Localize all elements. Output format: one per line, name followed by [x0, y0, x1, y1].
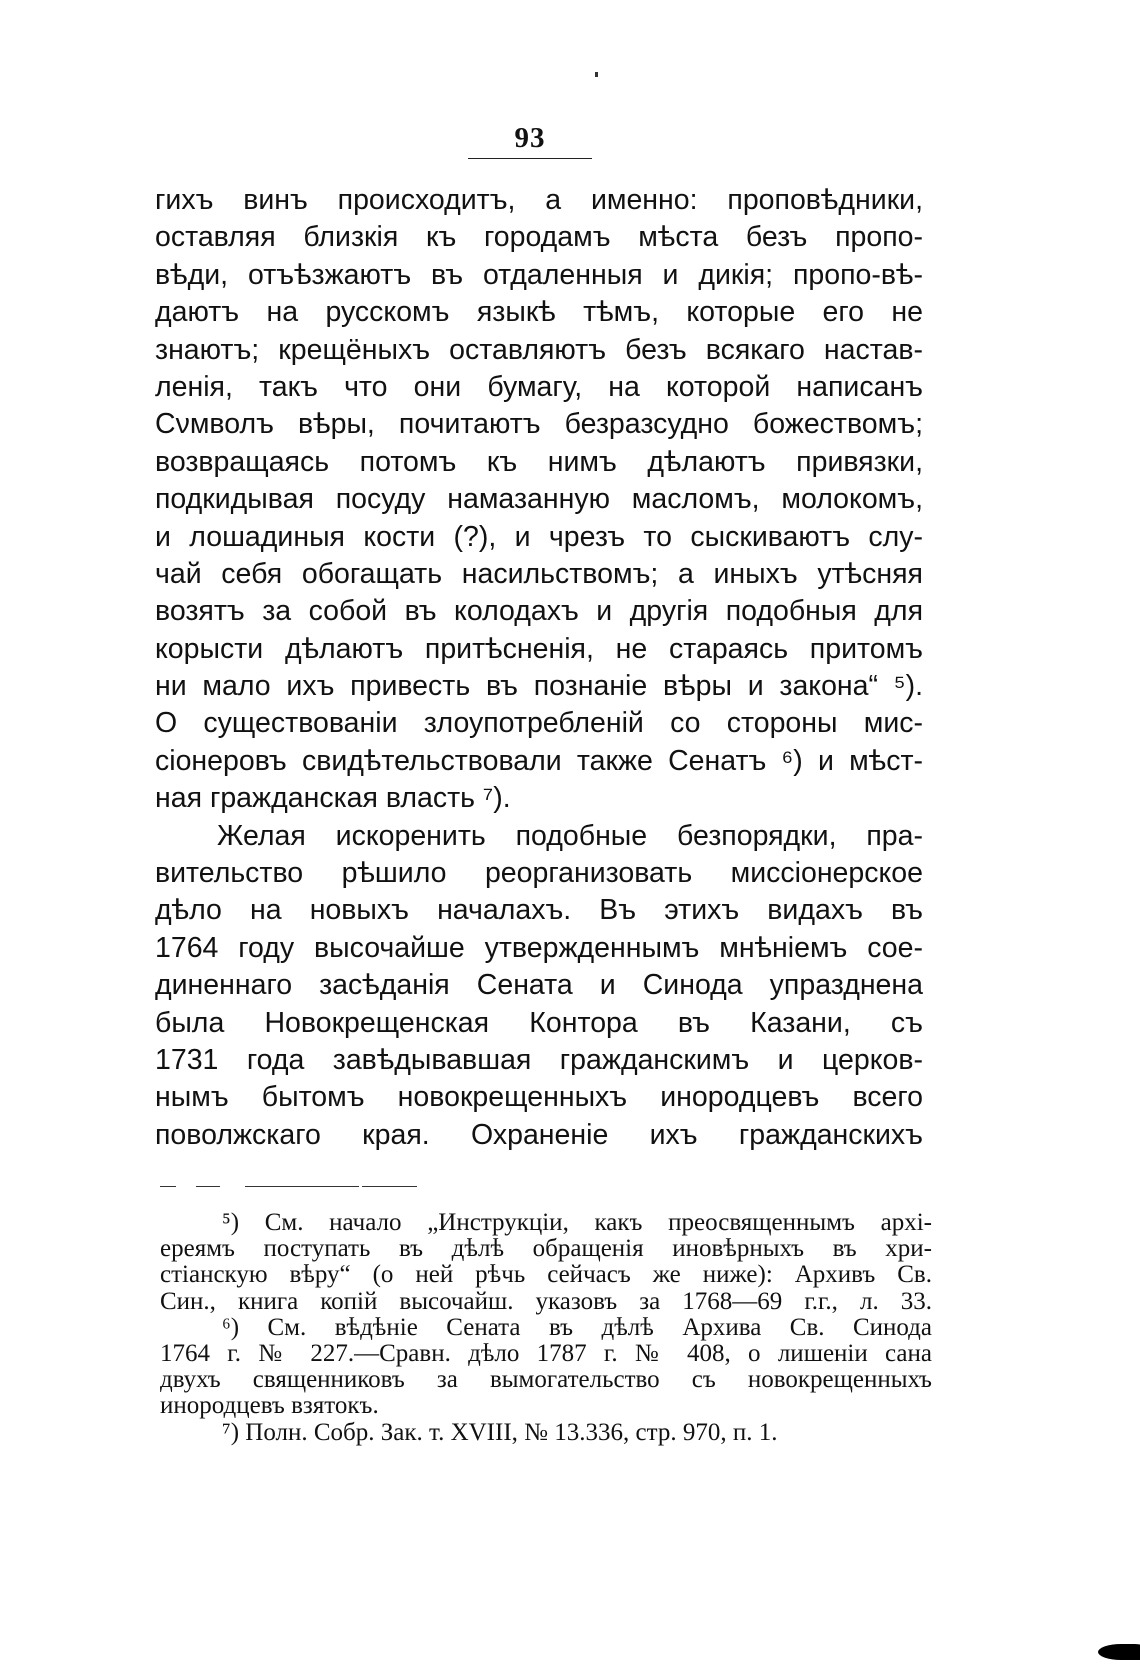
text-line: О существованіи злоупотребленій со стороны мис-	[155, 707, 923, 740]
text-line: гихъ винъ происходитъ, а именно: проповѣдники,	[155, 184, 923, 216]
footnote-line: ереямъ поступать въ дѣлѣ обращенія иновѣрныхъ въ хри-	[160, 1236, 932, 1263]
footnote-line: двухъ священниковъ за вымогательство съ новокрещенныхъ	[160, 1367, 932, 1394]
text-line: знаютъ; крещёныхъ оставляютъ безъ всякаго настав-	[155, 333, 923, 366]
text-line: вѣди, отъѣзжаютъ въ отдаленныя и дикія; пропо-вѣ-	[155, 258, 923, 291]
text-line: ни мало ихъ привесть въ познаніе вѣры и закона“ ⁵).	[155, 670, 923, 703]
text-line: 1764 году высочайше утвержденнымъ мнѣніемъ сое-	[155, 931, 923, 964]
footnote-7: ⁷) Полн. Собр. Зак. т. XVIII, № 13.336, стр. 970, п. 1.	[222, 1419, 778, 1446]
footnote-line: стіанскую вѣру“ (о ней рѣчь сейчасъ же ниже): Архивъ Св.	[160, 1262, 932, 1289]
paragraph-start: Желая искоренить подобные безпорядки, пра-	[217, 819, 923, 852]
text-line: сіонеровъ свидѣтельствовали также Сенатъ ⁶) и мѣст-	[155, 744, 923, 777]
page-number: 93	[514, 122, 546, 154]
text-line: 1731 года завѣдывавшая гражданскимъ и церков-	[155, 1043, 923, 1076]
text-line: поволжскаго края. Охраненіе ихъ гражданскихъ	[155, 1118, 923, 1151]
footnote-rule-segment	[196, 1186, 220, 1187]
text-line: оставляя близкія къ городамъ мѣста безъ пропо-	[155, 221, 923, 254]
footnote-line: 1764 г. № 227.—Сравн. дѣло 1787 г. № 408, о лишеніи сана	[160, 1340, 932, 1367]
text-line: диненнаго засѣданія Сената и Синода упразднена	[155, 969, 923, 1002]
text-line: вительство рѣшило реорганизовать миссіонерское	[155, 857, 923, 890]
footnote-5: ⁵) См. начало „Инструкціи, какъ преосвященнымъ архі-	[222, 1210, 932, 1236]
footnote-6: ⁶) См. вѣдѣніе Сената въ дѣлѣ Архива Св. Синода	[222, 1314, 932, 1341]
text-line: ленія, такъ что они бумагу, на которой написанъ	[155, 370, 923, 403]
footnote-rule-segment	[245, 1186, 359, 1187]
text-line: подкидывая посуду намазанную масломъ, молокомъ,	[155, 483, 923, 516]
text-line: и лошадиныя кости (?), и чрезъ то сыскиваютъ слу-	[155, 520, 923, 553]
footnote-rule-segment	[362, 1186, 417, 1187]
text-line: возвращаясь потомъ къ нимъ дѣлаютъ привязки,	[155, 445, 923, 478]
text-line: дѣло на новыхъ началахъ. Въ этихъ видахъ въ	[155, 894, 923, 927]
footnotes	[160, 1210, 932, 1446]
footnote-line: Син., книга копій высочайш. указовъ за 1768—69 г.г., л. 33.	[160, 1288, 932, 1315]
text-line: даютъ на русскомъ языкѣ тѣмъ, которые его не	[155, 296, 923, 329]
text-line: была Новокрещенская Контора въ Казани, съ	[155, 1006, 923, 1039]
header-rule	[468, 158, 592, 159]
text-line: нымъ бытомъ новокрещенныхъ инородцевъ всего	[155, 1081, 923, 1114]
scan-mark	[595, 72, 598, 77]
text-line: чай себя обогащать насильствомъ; а иныхъ утѣсняя	[155, 557, 923, 590]
text-line: Сνмволъ вѣры, почитаютъ безразсудно божествомъ;	[155, 408, 923, 441]
text-line: ная гражданская власть ⁷).	[155, 782, 511, 815]
text-line: возятъ за собой въ колодахъ и другія подобныя для	[155, 595, 923, 628]
footnote-rule-segment	[160, 1186, 176, 1187]
footnote-line: инородцевъ взятокъ.	[160, 1393, 379, 1420]
text-line: корысти дѣлаютъ притѣсненія, не стараясь притомъ	[155, 632, 923, 665]
ink-smudge	[1098, 1644, 1140, 1660]
main-text	[155, 182, 923, 1154]
